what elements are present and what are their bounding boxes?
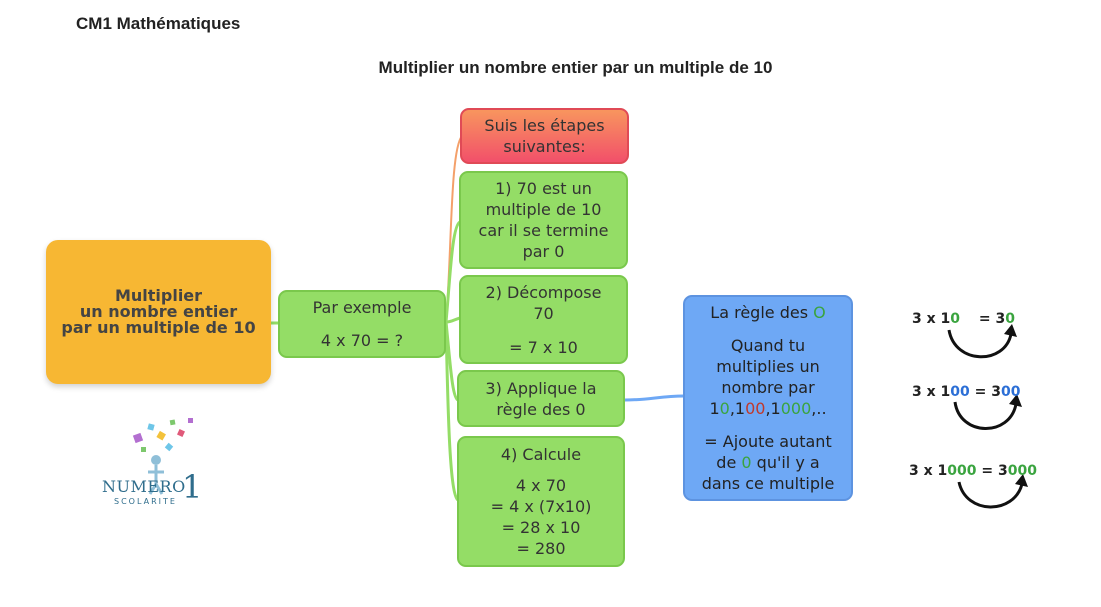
- step-2-line-2: 70: [533, 303, 554, 323]
- rule-n3-a: 1: [770, 399, 781, 418]
- rule-node: [683, 295, 853, 501]
- logo-text-numero: NUMERO: [102, 477, 186, 496]
- rule-n2-b: 00: [745, 399, 766, 418]
- example-line-2: 4 x 70 = ?: [320, 331, 404, 350]
- rule-title-prefix: La règle des: [710, 303, 814, 322]
- rule-numbers: [709, 398, 826, 419]
- step-1-line-2: multiple de 10: [485, 200, 602, 219]
- rule-body-3: nombre par: [721, 378, 815, 397]
- eq2-left-prefix: 3 x 1: [912, 384, 951, 400]
- rule-sep1: ,: [729, 399, 735, 418]
- rule-n1-a: 1: [709, 399, 720, 418]
- connector-example-step2: [446, 318, 460, 322]
- rule-line-b-zero: 0: [741, 453, 752, 472]
- eq1-right-zeros: 0: [1005, 311, 1015, 327]
- example-equation-1: [912, 311, 1015, 327]
- eq1-right-prefix: 3: [995, 311, 1006, 327]
- rule-tail: ,..: [811, 399, 827, 418]
- eq2-equals: =: [969, 384, 992, 400]
- eq3-equals: =: [976, 463, 998, 479]
- central-line-2: un nombre entier: [79, 302, 238, 321]
- central-node: [46, 240, 271, 384]
- step-4-node: [457, 436, 625, 567]
- step-4-line-3: = 28 x 10: [501, 518, 581, 537]
- example-equation-3: [909, 463, 1037, 479]
- arc-example-3: [959, 482, 1022, 507]
- rule-body-1: Quand tu: [730, 336, 806, 355]
- eq3-left-prefix: 3 x 1: [909, 463, 948, 479]
- rule-n2-a: 1: [734, 399, 746, 418]
- steps-header-line-1: Suis les étapes: [484, 116, 605, 135]
- rule-n1-b: 0: [719, 399, 730, 418]
- step-1-node: [459, 171, 628, 269]
- step-3-line-2: règle des 0: [496, 399, 586, 419]
- steps-header-node: [460, 108, 629, 164]
- step-4-title: 4) Calcule: [500, 445, 582, 464]
- page-title-text: Multiplier un nombre entier par un multiple de 10: [378, 58, 773, 77]
- connector-step3-rule: [625, 396, 684, 400]
- rule-title: [710, 302, 825, 323]
- central-line-3: par un multiple de 10: [61, 318, 256, 337]
- step-2-extra: = 7 x 10: [509, 337, 578, 357]
- step-2-node: [459, 275, 628, 364]
- eq1-left-zeros: 0: [950, 311, 961, 327]
- logo-text-scolarite: SCOLARITE: [114, 497, 177, 506]
- step-4-line-4: = 280: [516, 539, 566, 558]
- step-1-line-4: par 0: [522, 242, 565, 261]
- rule-line-b: [716, 452, 819, 473]
- central-line-1: Multiplier: [114, 286, 203, 305]
- example-line-1: Par exemple: [312, 298, 412, 317]
- step-4-line-1: 4 x 70: [515, 476, 567, 495]
- rule-title-zero: O: [813, 303, 826, 322]
- step-3-line-1: 3) Applique la: [485, 378, 597, 398]
- logo-graphic: [96, 412, 216, 518]
- example-equation-2: [912, 384, 1020, 400]
- arc-example-2: [955, 402, 1016, 429]
- rule-sep2: ,: [765, 399, 771, 418]
- step-3-node: [457, 370, 625, 427]
- step-4-line-2: = 4 x (7x10): [490, 497, 592, 516]
- document-header: CM1 Mathématiques: [76, 14, 241, 33]
- example-node: [278, 290, 446, 358]
- step-2-line-1: 2) Décompose: [485, 282, 602, 302]
- step-1-line-3: car il se termine: [478, 221, 609, 240]
- rule-body-2: multiplies un: [716, 357, 820, 376]
- rule-line-b-prefix: de: [716, 453, 742, 472]
- eq2-right-zeros: 00: [1000, 384, 1021, 400]
- eq3-right-zeros: 000: [1007, 463, 1037, 479]
- rule-line-b-suffix: qu'il y a: [751, 453, 820, 472]
- steps-header-line-2: suivantes:: [503, 137, 586, 156]
- logo-digit: 1: [182, 468, 203, 506]
- eq2-left-zeros: 00: [950, 384, 970, 400]
- rule-line-a: = Ajoute autant: [704, 432, 832, 451]
- eq1-equals: =: [974, 311, 996, 327]
- step-1-line-1: 1) 70 est un: [495, 179, 592, 198]
- eq2-right-prefix: 3: [991, 384, 1001, 400]
- eq3-left-zeros: 000: [947, 463, 977, 479]
- numero1-logo: [96, 412, 216, 518]
- rule-line-c: dans ce multiple: [701, 474, 835, 493]
- arc-example-1: [949, 330, 1011, 357]
- rule-n3-b: 000: [780, 399, 812, 418]
- eq1-left-prefix: 3 x 1: [912, 311, 951, 327]
- eq3-right-prefix: 3: [997, 463, 1008, 479]
